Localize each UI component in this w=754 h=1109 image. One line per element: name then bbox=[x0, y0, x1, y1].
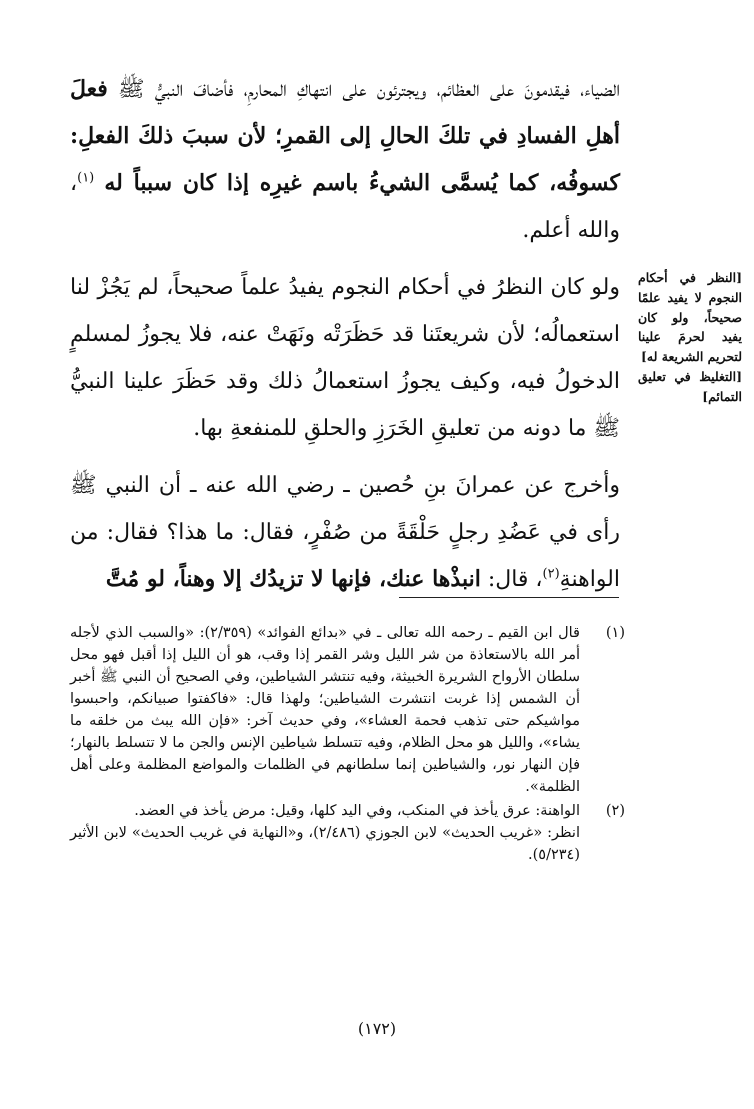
paragraph-3-text-mid: ، قال: bbox=[480, 567, 543, 592]
paragraph-2: ولو كان النظرُ في أحكام النجوم يفيدُ علماً صحيحاً، لم يَجُزْ لنا استعمالُه؛ لأن شريعتَنا قد حَظَرَتْه ونَهَتْ عنه، فلا يجوزُ لمسلمٍ الدخولُ فيه، وكيف يجوزُ استعمالُ ذلك وقد حَظَرَ علينا النبيُّ ﷺ ما دونه من تعليقِ الخَرَزِ والحلقِ للمنفعةِ بها. bbox=[70, 275, 620, 441]
footnote-1 bbox=[70, 622, 625, 798]
paragraph-3 bbox=[70, 462, 620, 603]
footnote-2-number: (٢) bbox=[605, 803, 625, 819]
margin-notes bbox=[638, 268, 742, 407]
footnote-2-text: الواهنة: عرق يأخذ في المنكب، وفي اليد كلها، وقيل: مرض يأخذ في العضد. bbox=[134, 803, 580, 819]
footnote-separator bbox=[399, 597, 619, 598]
footnote-1-text: قال ابن القيم ـ رحمه الله تعالى ـ في «بدائع الفوائد» (٢/٣٥٩): «والسبب الذي لأجله أمر الله بالاستعاذة من شر الليل وشر القمر إذا وقب، هو أن الليل إذا أقبل فهو محل سلطان الأرواح الشريرة الخبيثة، وفيه تنتشر الشياطين، وفي الصحيح أن النبي ﷺ أخبر أن الشمس إذا غربت انتشرت الشياطين؛ ولهذا قال: «فاكفتوا صبيانكم، واحبسوا مواشيكم حتى تذهب فحمة العشاء»، وفي حديث آخر: «فإن الله يبث من خلقه ما يشاء»، والليل هو محل الظلام، وفيه تتسلط شياطين الإنس والجن ما لا تتسلط بالنهار؛ فإن النهار نور، والشياطين إنما سلطانهم في الظلمات والمواضع المظلمة وعلى أهل الظلمة». bbox=[70, 625, 580, 795]
margin-note-amulets: [التغليظ في تعليق التمائم] bbox=[638, 368, 742, 404]
footnote-1-body bbox=[70, 622, 580, 798]
footnote-1-number: (١) bbox=[605, 625, 625, 641]
footnote-2 bbox=[70, 800, 625, 866]
paragraph-3-bold-text: انبذْها عنك، فإنها لا تزيدُك إلا وهناً، لو مُتَّ bbox=[105, 566, 481, 592]
footnote-2-body bbox=[70, 800, 580, 866]
paragraph-3-text-start: وأخرج عن عمرانَ بنِ حُصين ـ رضي الله عنه ـ أن النبي ﷺ رأى في عَضُدِ رجلٍ حَلْقَةً من صُفْرٍ، فقال: ما هذا؟ فقال: من الواهنةِ bbox=[70, 473, 620, 592]
footnote-2-source: انظر: «غريب الحديث» لابن الجوزي (٢/٤٨٦)، و«النهاية في غريب الحديث» لابن الأثير (٥/٢٣٤). bbox=[70, 825, 580, 863]
footnote-ref-2[interactable]: (٢) bbox=[542, 566, 560, 582]
paragraph-1 bbox=[70, 66, 620, 254]
paragraph-1-bold-text: فعلَ أهلِ الفسادِ في تلكَ الحالِ إلى القمرِ؛ لأن سببَ ذلكَ الفعلِ: كسوفُه، كما يُسمَّى الشيءُ باسم غيرِه إذا كان سبباً له bbox=[70, 76, 620, 196]
footnotes bbox=[70, 622, 625, 866]
paragraph-1-text-end: ، والله أعلم. bbox=[70, 171, 620, 243]
page-number: (١٧٢) bbox=[357, 1019, 397, 1038]
main-text bbox=[70, 66, 620, 603]
margin-note-astrology: [النظر في أحكام النجوم لا يفيد علمًا صحيحاً، ولو كان يفيد لحرمَ علينا لتحريم الشريعة له] bbox=[638, 270, 742, 365]
paragraph-1-text-start: الضياء، فيقدمونَ على العظائم، ويجترئون على انتهاكِ المحارمِ، فأضافَ النبيُّ ﷺ bbox=[107, 77, 620, 102]
footnote-ref-1[interactable]: (١) bbox=[77, 170, 95, 186]
